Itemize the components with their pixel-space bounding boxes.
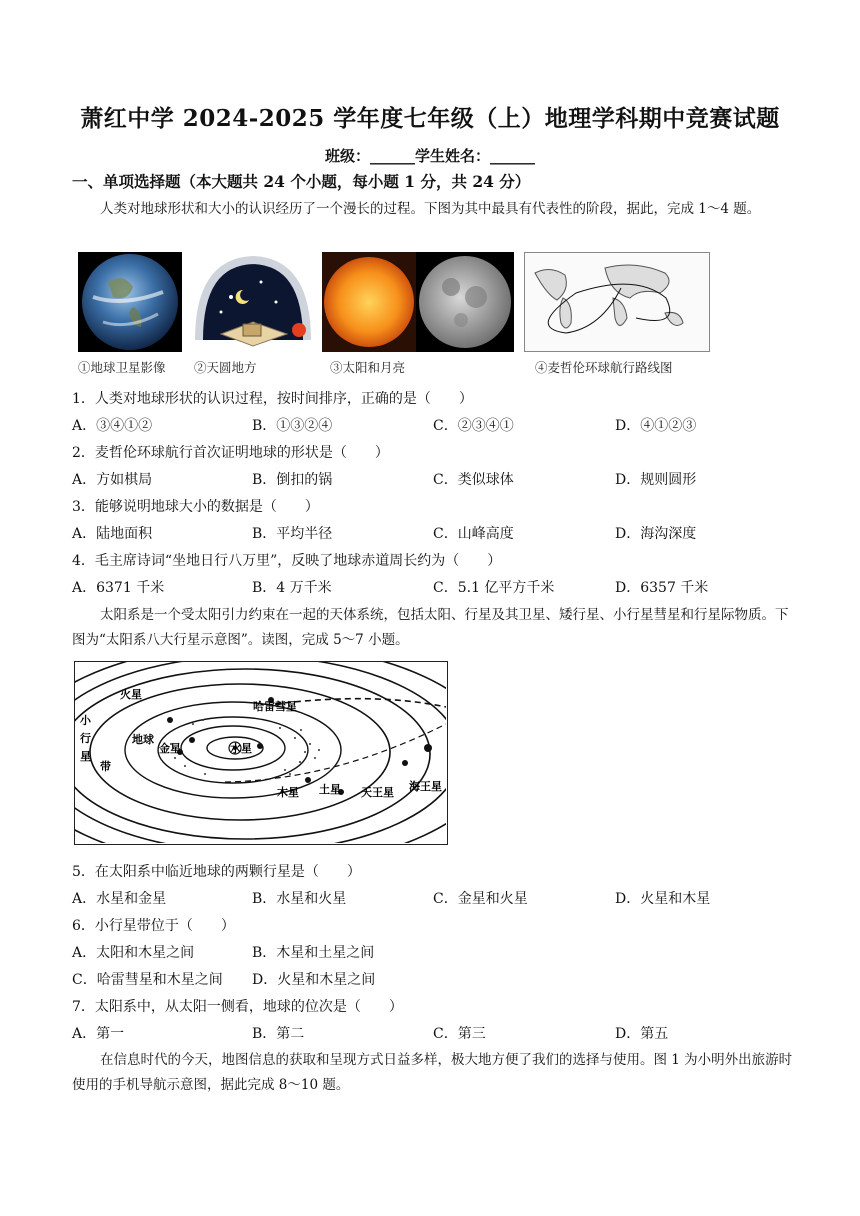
jupiter-label: 木星 [277, 786, 299, 799]
asteroid-label-1: 小 [80, 714, 91, 727]
q5-option-b: B．水星和火星 [252, 891, 347, 907]
uranus-label: 天王星 [361, 786, 394, 799]
question-7-stem: 7．太阳系中，从太阳一侧看，地球的位次是（ ） [72, 999, 403, 1015]
question-2-stem: 2．麦哲伦环球航行首次证明地球的形状是（ ） [72, 445, 389, 461]
venus-label: 金星 [159, 742, 181, 755]
question-5-stem: 5．在太阳系中临近地球的两颗行星是（ ） [72, 864, 361, 880]
caption-1: ①地球卫星影像 [78, 360, 166, 375]
q5-option-a: A．水星和金星 [72, 891, 167, 907]
round-sky-square-earth-image [191, 252, 314, 352]
q2-option-b: B．倒扣的锅 [252, 472, 333, 488]
neptune-label: 海王星 [409, 780, 442, 793]
question-1-stem: 1．人类对地球形状的认识过程，按时间排序，正确的是（ ） [72, 391, 473, 407]
asteroid-label-4: 带 [100, 760, 111, 773]
q1-option-d: D．④①②③ [615, 418, 697, 434]
class-name-line: 班级：______学生姓名：______ [324, 147, 535, 165]
halley-label: 哈雷彗星 [253, 700, 297, 713]
mars-label: 火星 [120, 688, 142, 701]
saturn-label: 土星 [319, 783, 341, 796]
question-4-stem: 4．毛主席诗词“坐地日行八万里”，反映了地球赤道周长约为（ ） [72, 553, 502, 569]
solar-system-diagram [74, 661, 448, 845]
q7-option-c: C．第三 [433, 1026, 486, 1042]
asteroid-label-2: 行 [80, 732, 91, 745]
q4-option-c: C．5.1 亿平方千米 [433, 580, 555, 596]
q4-option-a: A．6371 千米 [72, 580, 165, 596]
caption-3: ③太阳和月亮 [330, 360, 406, 375]
q3-option-a: A．陆地面积 [72, 526, 153, 542]
moon-image [416, 252, 514, 352]
exam-title: 萧红中学 2024-2025 学年度七年级（上）地理学科期中竞赛试题 [80, 105, 780, 132]
caption-4: ④麦哲伦环球航行路线图 [535, 360, 673, 375]
section-heading: 一、单项选择题（本大题共 24 个小题，每小题 1 分，共 24 分） [72, 172, 531, 191]
question-6-stem: 6．小行星带位于（ ） [72, 918, 235, 934]
q2-option-d: D．规则圆形 [615, 472, 697, 488]
question-3-stem: 3．能够说明地球大小的数据是（ ） [72, 499, 319, 515]
intro-paragraph-2: 太阳系是一个受太阳引力约束在一起的天体系统，包括太阳、行星及其卫星、矮行星、小行星彗星和行星际物质。下图为“太阳系八大行星示意图”。读图，完成 5～7 小题。 [72, 607, 789, 648]
q1-option-c: C．②③④① [433, 418, 514, 434]
q6-option-c: C．哈雷彗星和木星之间 [72, 972, 223, 988]
q7-option-b: B．第二 [252, 1026, 305, 1042]
q3-option-b: B．平均半径 [252, 526, 333, 542]
q3-option-c: C．山峰高度 [433, 526, 514, 542]
mercury-label: 水星 [230, 742, 252, 755]
q1-option-b: B．①③②④ [252, 418, 333, 434]
q7-option-d: D．第五 [615, 1026, 669, 1042]
q5-option-d: D．火星和木星 [615, 891, 711, 907]
earth-label: 地球 [132, 733, 154, 746]
q6-option-b: B．木星和土星之间 [252, 945, 375, 961]
q6-option-a: A．太阳和木星之间 [72, 945, 195, 961]
asteroid-label-3: 星 [80, 750, 91, 763]
q4-option-d: D．6357 千米 [615, 580, 709, 596]
q3-option-d: D．海沟深度 [615, 526, 697, 542]
satellite-earth-image [78, 252, 182, 352]
sun-image [322, 252, 416, 352]
q7-option-a: A．第一 [72, 1026, 125, 1042]
intro-paragraph-1: 人类对地球形状和大小的认识经历了一个漫长的过程。下图为其中最具有代表性的阶段，据此，完成 1～4 题。 [100, 201, 761, 217]
magellan-route-map [524, 252, 710, 352]
q4-option-b: B．4 万千米 [252, 580, 332, 596]
q2-option-a: A．方如棋局 [72, 472, 153, 488]
caption-2: ②天圆地方 [194, 360, 257, 375]
intro-paragraph-3: 在信息时代的今天，地图信息的获取和呈现方式日益多样，极大地方便了我们的选择与使用。图 1 为小明外出旅游时使用的手机导航示意图，据此完成 8～10 题。 [72, 1052, 793, 1093]
q2-option-c: C．类似球体 [433, 472, 514, 488]
q6-option-d: D．火星和木星之间 [252, 972, 376, 988]
q5-option-c: C．金星和火星 [433, 891, 528, 907]
q1-option-a: A．③④①② [72, 418, 153, 434]
